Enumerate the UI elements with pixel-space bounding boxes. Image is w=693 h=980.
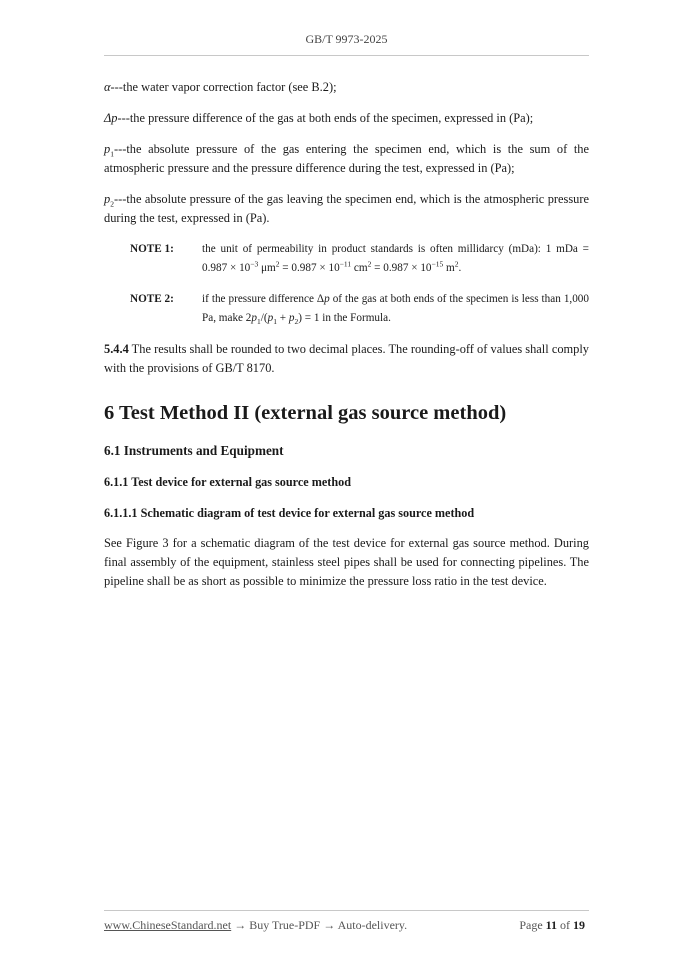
clause-text: The results shall be rounded to two decimal places. The rounding-off of values shall comply with the provisions of GB/T 8170. — [104, 342, 589, 375]
note-1 — [130, 240, 589, 278]
symbol-delta-p: Δp — [104, 111, 118, 125]
note-label: NOTE 2: — [130, 293, 174, 305]
subscript: 2 — [110, 199, 114, 209]
section-6-heading: 6 Test Method II (external gas source method) — [104, 402, 507, 424]
header-divider — [104, 55, 589, 56]
buy-text: Buy True-PDF — [246, 918, 324, 932]
definition-p1 — [104, 140, 589, 178]
exponent: 2 — [367, 259, 372, 269]
page-label: Page — [519, 918, 546, 932]
definition-delta-p — [104, 109, 589, 128]
note-text: the unit of permeability in product standards is often millidarcy (mDa): 1 mDa = 0.987 × 10 — [202, 243, 589, 274]
of-label: of — [557, 918, 573, 932]
arrow-icon: → — [323, 918, 336, 932]
note-text: if the pressure difference Δ — [202, 293, 325, 305]
subscript: 1 — [110, 149, 114, 159]
note-text: μm — [258, 262, 276, 274]
note-text: /( — [260, 312, 268, 324]
exponent: 2 — [454, 259, 459, 269]
subscript: 1 — [257, 317, 261, 327]
subscript: 1 — [273, 317, 277, 327]
current-page: 11 — [545, 918, 557, 932]
note-label: NOTE 1: — [130, 243, 174, 255]
note-text: = 0.987 × 10 — [279, 262, 340, 274]
note-text: = 0.987 × 10 — [371, 262, 432, 274]
definition-alpha — [104, 78, 589, 97]
math-var: p — [324, 293, 330, 305]
definition-text: ---the water vapor correction factor (see B.2); — [110, 80, 337, 94]
symbol-alpha: α — [104, 80, 111, 94]
note-text: ) = 1 in the Formula. — [298, 312, 391, 324]
arrow-icon: → — [234, 918, 247, 932]
clause-5-4-4 — [104, 340, 589, 378]
total-pages: 19 — [573, 918, 585, 932]
exponent: −11 — [339, 259, 352, 269]
math-var: p — [251, 312, 257, 324]
definition-text: ---the absolute pressure of the gas entering the specimen end, which is the sum of the atmospheric pressure and the pressure difference during the test, expressed in (Pa); — [104, 142, 589, 175]
exponent: −15 — [431, 259, 444, 269]
site-link[interactable]: www.ChineseStandard.net — [104, 918, 232, 932]
body-paragraph: See Figure 3 for a schematic diagram of the test device for external gas source method. During final assembly of the equipment, stainless steel pipes shall be used for connecting pipelines. The pipeline shall be as short as possible to minimize the pressure loss ratio in the test device. — [104, 536, 589, 588]
definition-text: ---the pressure difference of the gas at both ends of the specimen, expressed in (Pa); — [117, 111, 534, 125]
note-text: of the gas at both ends of the specimen is less than 1,000 Pa, make 2 — [202, 293, 589, 324]
symbol-p1: p — [104, 142, 111, 156]
definition-text: ---the absolute pressure of the gas leaving the specimen end, which is the atmospheric pressure during the test, expressed in (Pa). — [104, 192, 589, 225]
note-text: + — [276, 312, 289, 324]
note-2 — [130, 290, 589, 328]
definition-p2 — [104, 190, 589, 228]
symbol-p2: p — [104, 192, 111, 206]
exponent: −3 — [250, 259, 259, 269]
section-6-1-1-heading: 6.1.1 Test device for external gas source method — [104, 475, 351, 489]
footer-divider — [104, 910, 589, 911]
section-6-1-1-1-heading: 6.1.1.1 Schematic diagram of test device for external gas source method — [104, 506, 475, 520]
footer-promo — [104, 918, 407, 933]
math-var: p — [288, 312, 295, 324]
delivery-text: Auto-delivery. — [335, 918, 408, 932]
page-number — [519, 918, 585, 933]
page-header: GB/T 9973-2025 — [305, 32, 388, 46]
note-text: . — [458, 262, 462, 274]
section-6-1-heading: 6.1 Instruments and Equipment — [104, 443, 284, 458]
note-text: m — [443, 262, 455, 274]
clause-number: 5.4.4 — [104, 342, 129, 356]
note-text: cm — [351, 262, 368, 274]
subscript: 2 — [294, 317, 299, 327]
math-var: p — [267, 312, 274, 324]
exponent: 2 — [275, 259, 280, 269]
page-content — [104, 78, 589, 591]
